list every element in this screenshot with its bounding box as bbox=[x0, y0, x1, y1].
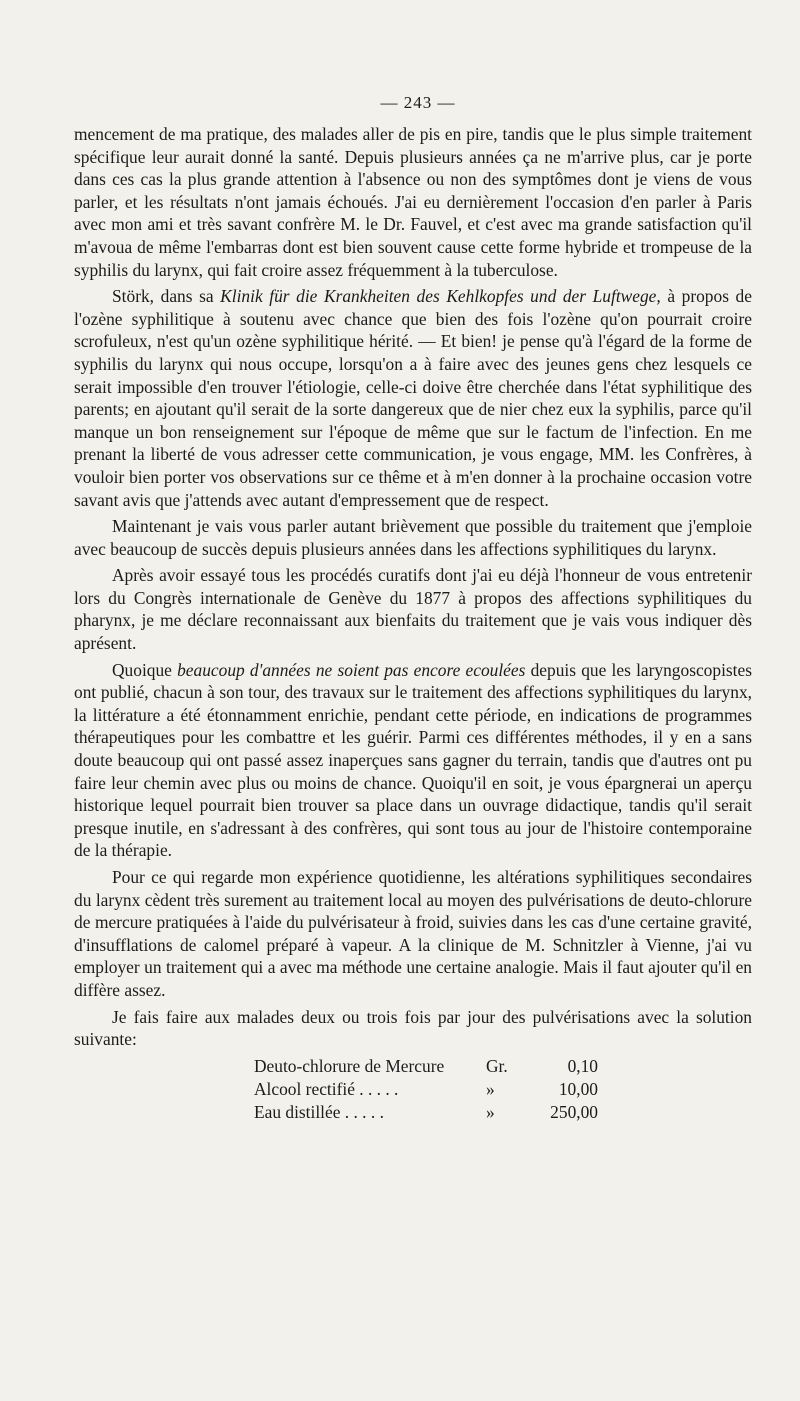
text-run: Après avoir essayé tous les procédés curatifs dont j'ai eu déjà l'honneur de vous entretenir lors du Congrès internationale de Genève du 1877 à propos des affections syphilitiques du pharynx, je me déclare reconnaissant aux bienfaits du traitement que je vais vous indiquer dès aprésent. bbox=[74, 565, 752, 654]
italic-text: Klinik für die Krankheiten des Kehlkopfes und der Luftwege, bbox=[220, 286, 661, 307]
text-run: Maintenant je vais vous parler autant brièvement que possible du traitement que j'emploie avec beaucoup de succès depuis plusieurs années dans les affections syphilitiques du larynx. bbox=[74, 516, 752, 559]
ingredient-name: Alcool rectifié . . . . . bbox=[254, 1078, 399, 1099]
paragraph-p4 bbox=[74, 564, 752, 654]
text-run: à propos de l'ozène syphilitique à soutenu avec chance que bien des fois l'ozène qu'on pourrait croire scrofuleux, n'est qu'un ozène syphilitique hérité. — Et bien! je pense qu'à l'égard de la forme de syphilis du larynx qui nous occupe, lorsqu'on a à faire avec des jeunes gens chez lesquels ce serait impossible d'en trouver l'étiologie, celle-ci doive être cherchée dans l'état syphilitique des parents; en ajoutant qu'il serait de la sorte dangereux que de nier chez eux la syphilis, parce qu'il manque un bon renseignement sur l'époque de même que sur le factum de l'infection. En me prenant la liberté de vous adresser cette communication, je vous engage, MM. les Confrères, à vouloir bien porter vos observations sur ce thême et à m'en donner à la prochaine occasion votre savant avis que j'attends avec autant d'empressement que de respect. bbox=[74, 286, 752, 510]
paragraph-p2 bbox=[74, 285, 752, 511]
paragraph-p6 bbox=[74, 866, 752, 1002]
text-run: Störk, dans sa bbox=[112, 286, 221, 307]
ingredient-name: Eau distillée . . . . . bbox=[254, 1101, 384, 1122]
ingredient-quantity: 0,10 bbox=[567, 1055, 598, 1076]
ingredient-quantity: 10,00 bbox=[558, 1078, 598, 1099]
ingredient-unit: » bbox=[486, 1078, 495, 1099]
page-number: — 243 — bbox=[380, 93, 456, 112]
ingredient-quantity: 250,00 bbox=[550, 1101, 598, 1122]
formula-row bbox=[254, 1101, 752, 1124]
ingredient-unit: » bbox=[486, 1101, 495, 1122]
ingredient-unit: Gr. bbox=[486, 1055, 508, 1076]
formula-row bbox=[254, 1078, 752, 1101]
text-run: depuis que les laryngoscopistes ont publié, chacun à son tour, des travaux sur le traitement des affections syphilitiques du larynx, la littérature a été étonnamment enrichie, pendant cette période, en indications de programmes thérapeutiques pour les combattre et les guérir. Parmi ces différentes méthodes, il y en a sans doute beaucoup qui ont passé assez inaperçues sans gagner du terrain, tandis que d'autres ont pu faire leur chemin avec plus ou moins de chance. Quoiqu'il en soit, je vous épargnerai un aperçu historique lequel pourrait bien trouver sa place dans un ouvrage didactique, tandis qu'il serait presque inutile, en s'adressant à des confrères, qui sont tous au jour de l'histoire contemporaine de la thérapie. bbox=[74, 659, 752, 861]
text-run: Je fais faire aux malades deux ou trois fois par jour des pulvérisations avec la solution suivante: bbox=[74, 1006, 752, 1050]
paragraph-p3 bbox=[74, 515, 752, 560]
text-run: Quoique bbox=[112, 659, 178, 680]
text-run: Pour ce qui regarde mon expérience quotidienne, les altérations syphilitiques secondaires du larynx cèdent très surement au traitement local au moyen des pulvérisations de deuto-chlorure de mercure pratiquées à l'aide du pulvérisateur à froid, suivies dans les cas d'une certaine gravité, d'insufflations de calomel préparé à vapeur. A la clinique de M. Schnitzler à Vienne, j'ai vu employer un traitement qui a avec ma méthode une certaine analogie. Mais il faut ajouter qu'il en diffère assez. bbox=[74, 867, 752, 1000]
formula-row bbox=[254, 1055, 752, 1078]
ingredient-name: Deuto-chlorure de Mercure bbox=[254, 1055, 445, 1076]
paragraph-p5 bbox=[74, 659, 752, 862]
paragraph-p1 bbox=[74, 123, 752, 281]
paragraph-p7 bbox=[74, 1006, 752, 1051]
text-run: mencement de ma pratique, des malades aller de pis en pire, tandis que le plus simple traitement spécifique leur aurait donné la santé. Depuis plusieurs années ça ne m'arrive plus, car je porte dans ces cas la plus grande attention à l'absence ou non des symptômes dont je viens de vous parler, et les résultats n'ont jamais échoués. J'ai eu dernièrement l'occasion d'en parler à Paris avec mon ami et très savant confrère M. le Dr. Fauvel, et c'est avec ma grande satisfaction qu'il m'avoua de même l'embarras dont est bien souvent cause cette forme hybride et trompeuse de la syphilis du larynx, qui fait croire assez fréquemment à la tuberculose. bbox=[74, 124, 752, 280]
italic-text: beaucoup d'années ne soient pas encore ecoulées bbox=[177, 659, 526, 680]
prescription-formula bbox=[254, 1055, 752, 1124]
body-text bbox=[74, 123, 752, 1051]
